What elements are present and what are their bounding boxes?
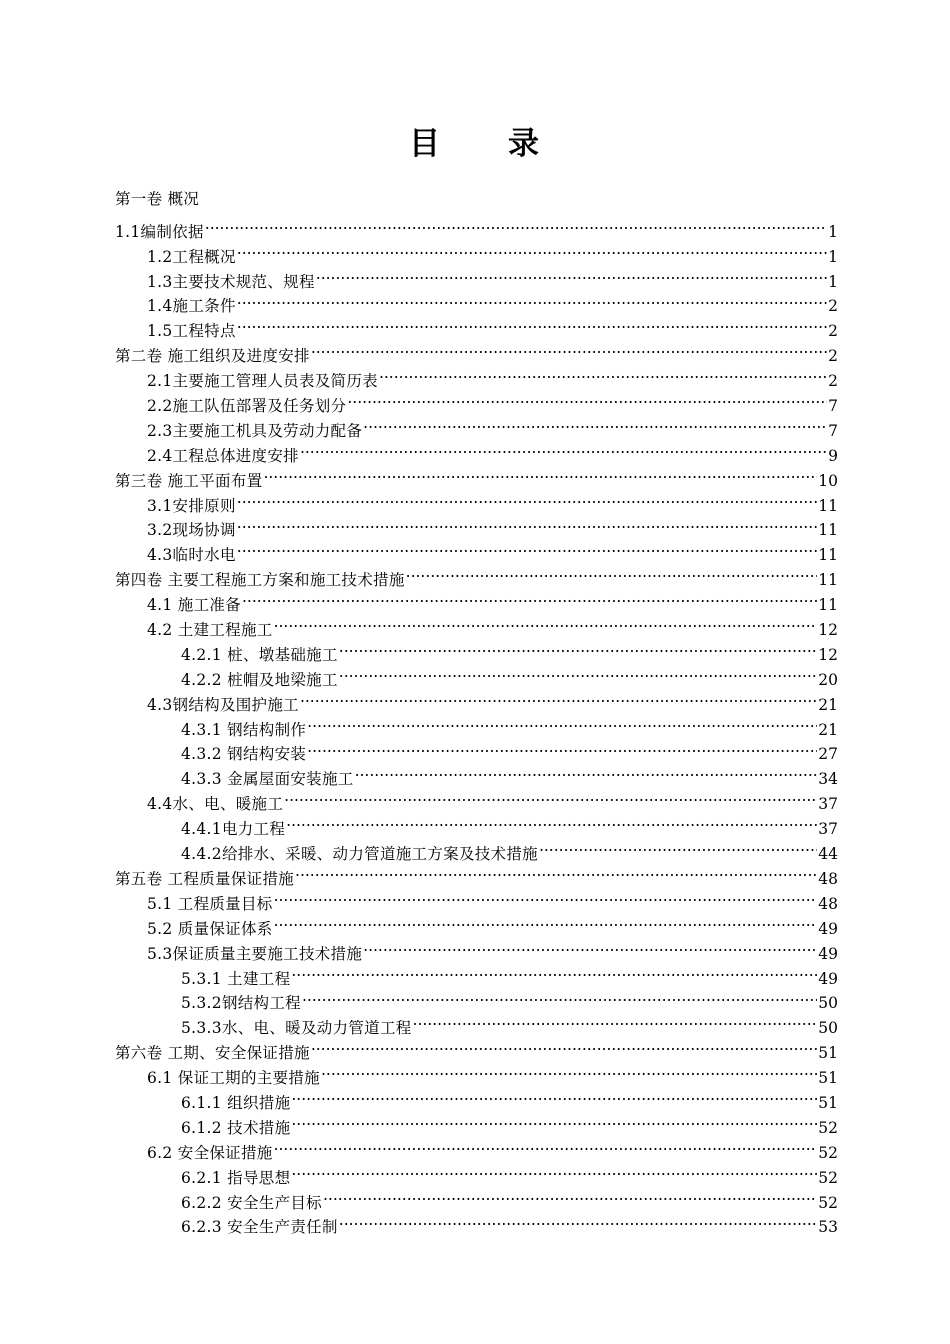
- toc-entry-page-number: 2: [828, 322, 838, 341]
- toc-entry-label: 3.1安排原则: [147, 496, 236, 515]
- toc-entry-label: 第六卷 工期、安全保证措施: [115, 1044, 310, 1063]
- toc-entry-page-number: 7: [828, 421, 838, 440]
- toc-dot-leader: [205, 212, 827, 237]
- toc-entry-page-number: 7: [828, 397, 838, 416]
- toc-dot-leader: [274, 909, 818, 934]
- toc-entry-page-number: 11: [818, 596, 838, 615]
- toc-entry-page-number: 48: [818, 869, 838, 888]
- toc-entry-label: 6.1.2 技术措施: [181, 1118, 291, 1137]
- toc-entry-label: 6.2 安全保证措施: [147, 1143, 273, 1162]
- toc-entry-label: 6.2.3 安全生产责任制: [181, 1218, 338, 1237]
- toc-entry-label: 2.4工程总体进度安排: [147, 446, 299, 465]
- toc-entry-label: 5.1 工程质量目标: [147, 894, 273, 913]
- toc-entry-label: 4.3.1 钢结构制作: [181, 720, 307, 739]
- toc-entry-page-number: 49: [818, 944, 838, 963]
- title-char-left: 目: [409, 126, 442, 162]
- toc-dot-leader: [311, 1033, 817, 1058]
- toc-entry-label: 2.2施工队伍部署及任务划分: [147, 397, 347, 416]
- toc-entry-page-number: 49: [818, 919, 838, 938]
- toc-dot-leader: [321, 1058, 817, 1083]
- toc-entry-label: 1.4施工条件: [147, 297, 236, 316]
- toc-entry-label: 第五卷 工程质量保证措施: [115, 869, 295, 888]
- toc-entry-page-number: 21: [818, 695, 838, 714]
- toc-entry-label: 4.3临时水电: [147, 546, 236, 565]
- toc-entry-label: 6.2.2 安全生产目标: [181, 1193, 322, 1212]
- toc-entry-label: 4.2.2 桩帽及地梁施工: [181, 670, 338, 689]
- toc-entry-label: 5.3.2钢结构工程: [181, 994, 301, 1013]
- toc-dot-leader: [355, 759, 818, 784]
- toc-entry-label: 1.1编制依据: [115, 222, 204, 241]
- toc-entry-label: 第二卷 施工组织及进度安排: [115, 347, 310, 366]
- toc-entry-page-number: 11: [818, 521, 838, 540]
- toc-dot-leader: [291, 1158, 817, 1183]
- toc-entry-label: 4.4.1电力工程: [181, 820, 286, 839]
- toc-entry-page-number: 50: [818, 1019, 838, 1038]
- toc-entry-page-number: 49: [818, 969, 838, 988]
- toc-entry[interactable]: [115, 237, 838, 266]
- toc-entry-page-number: 48: [818, 894, 838, 913]
- toc-entry-page-number: 27: [818, 745, 838, 764]
- toc-dot-leader: [311, 336, 827, 361]
- toc-entry-page-number: 10: [818, 471, 838, 490]
- toc-entry-page-number: 2: [828, 297, 838, 316]
- toc-entry-page-number: 51: [818, 1044, 838, 1063]
- toc-entry-label: 第四卷 主要工程施工方案和施工技术措施: [115, 571, 405, 590]
- toc-entry-page-number: 44: [818, 845, 838, 864]
- toc-dot-leader: [237, 486, 818, 511]
- toc-entry-page-number: 21: [818, 720, 838, 739]
- toc-entry-label: 1.3主要技术规范、规程: [147, 272, 315, 291]
- toc-dot-leader: [323, 1183, 817, 1208]
- toc-entry-label: 5.3保证质量主要施工技术措施: [147, 944, 363, 963]
- toc-dot-leader: [237, 535, 818, 560]
- toc-dot-leader: [237, 237, 827, 262]
- toc-entry-label: 2.1主要施工管理人员表及简历表: [147, 372, 378, 391]
- toc-dot-leader: [237, 287, 827, 312]
- toc-entry-label: 5.2 质量保证体系: [147, 919, 273, 938]
- toc-entry-page-number: 11: [818, 496, 838, 515]
- toc-entry-page-number: 2: [828, 372, 838, 391]
- toc-dot-leader: [274, 610, 818, 635]
- toc-entry-page-number: 37: [818, 795, 838, 814]
- page-title: [0, 118, 950, 163]
- toc-entry-label: 6.2.1 指导思想: [181, 1168, 291, 1187]
- toc-entry-label: 4.4水、电、暖施工: [147, 795, 284, 814]
- toc-entry-label: 6.1.1 组织措施: [181, 1093, 291, 1112]
- toc-dot-leader: [291, 1108, 817, 1133]
- toc-entry-label: 6.1 保证工期的主要措施: [147, 1069, 320, 1088]
- toc-dot-leader: [406, 560, 818, 585]
- toc-entry-label: 第一卷 概况: [115, 190, 200, 208]
- toc-entry-page-number: 12: [818, 621, 838, 640]
- toc-entry-page-number: 1: [828, 247, 838, 266]
- toc-dot-leader: [363, 934, 817, 959]
- toc-entry-page-number: 53: [818, 1218, 838, 1237]
- table-of-contents: [115, 187, 838, 1237]
- toc-dot-leader: [302, 984, 817, 1009]
- toc-entry-label: 4.1 施工准备: [147, 596, 241, 615]
- toc-dot-leader: [339, 1208, 817, 1233]
- toc-entry-label: 1.5工程特点: [147, 322, 236, 341]
- toc-entry-page-number: 50: [818, 994, 838, 1013]
- toc-entry-label: 4.3钢结构及围护施工: [147, 695, 299, 714]
- toc-dot-leader: [291, 959, 817, 984]
- toc-entry-page-number: 9: [828, 446, 838, 465]
- toc-entry-page-number: 20: [818, 670, 838, 689]
- toc-dot-leader: [274, 1133, 818, 1158]
- toc-dot-leader: [286, 809, 817, 834]
- toc-dot-leader: [339, 660, 817, 685]
- toc-entry-page-number: 51: [818, 1069, 838, 1088]
- toc-entry-page-number: 52: [818, 1193, 838, 1212]
- toc-entry-label: 1.2工程概况: [147, 247, 236, 266]
- toc-dot-leader: [237, 511, 818, 536]
- toc-dot-leader: [291, 1083, 817, 1108]
- toc-entry-label: 2.3主要施工机具及劳动力配备: [147, 421, 363, 440]
- toc-entry-page-number: 1: [828, 222, 838, 241]
- toc-entry-label: 4.2 土建工程施工: [147, 621, 273, 640]
- toc-entry[interactable]: [115, 212, 838, 241]
- toc-dot-leader: [347, 386, 827, 411]
- toc-entry-label: 3.2现场协调: [147, 521, 236, 540]
- toc-entry-page-number: 11: [818, 571, 838, 590]
- toc-entry-page-number: 2: [828, 347, 838, 366]
- toc-dot-leader: [263, 461, 817, 486]
- title-char-right: 录: [508, 126, 541, 162]
- toc-entry-label: 4.3.3 金属屋面安装施工: [181, 770, 354, 789]
- toc-entry-label: 4.2.1 桩、墩基础施工: [181, 645, 338, 664]
- toc-entry[interactable]: [115, 187, 838, 212]
- toc-entry-page-number: 12: [818, 645, 838, 664]
- toc-dot-leader: [363, 411, 827, 436]
- toc-entry-page-number: 11: [818, 546, 838, 565]
- toc-dot-leader: [295, 859, 817, 884]
- toc-entry-page-number: 51: [818, 1093, 838, 1112]
- toc-dot-leader: [284, 784, 817, 809]
- toc-dot-leader: [300, 685, 817, 710]
- toc-entry-page-number: 37: [818, 820, 838, 839]
- toc-entry-page-number: 52: [818, 1143, 838, 1162]
- toc-entry-page-number: 52: [818, 1118, 838, 1137]
- toc-entry-label: 第三卷 施工平面布置: [115, 471, 263, 490]
- toc-entry-page-number: 34: [818, 770, 838, 789]
- toc-entry-label: 5.3.1 土建工程: [181, 969, 291, 988]
- toc-dot-leader: [300, 436, 827, 461]
- toc-dot-leader: [307, 735, 817, 760]
- toc-dot-leader: [237, 311, 827, 336]
- toc-dot-leader: [274, 884, 818, 909]
- toc-dot-leader: [539, 834, 817, 859]
- toc-entry-page-number: 1: [828, 272, 838, 291]
- toc-dot-leader: [339, 635, 817, 660]
- toc-entry-label: 4.3.2 钢结构安装: [181, 745, 307, 764]
- toc-entry-label: 4.4.2给排水、采暖、动力管道施工方案及技术措施: [181, 845, 538, 864]
- toc-entry-label: 5.3.3水、电、暖及动力管道工程: [181, 1019, 412, 1038]
- toc-dot-leader: [242, 585, 817, 610]
- toc-dot-leader: [307, 710, 817, 735]
- toc-dot-leader: [413, 1008, 818, 1033]
- toc-dot-leader: [379, 361, 827, 386]
- toc-dot-leader: [316, 262, 827, 287]
- toc-entry-page-number: 52: [818, 1168, 838, 1187]
